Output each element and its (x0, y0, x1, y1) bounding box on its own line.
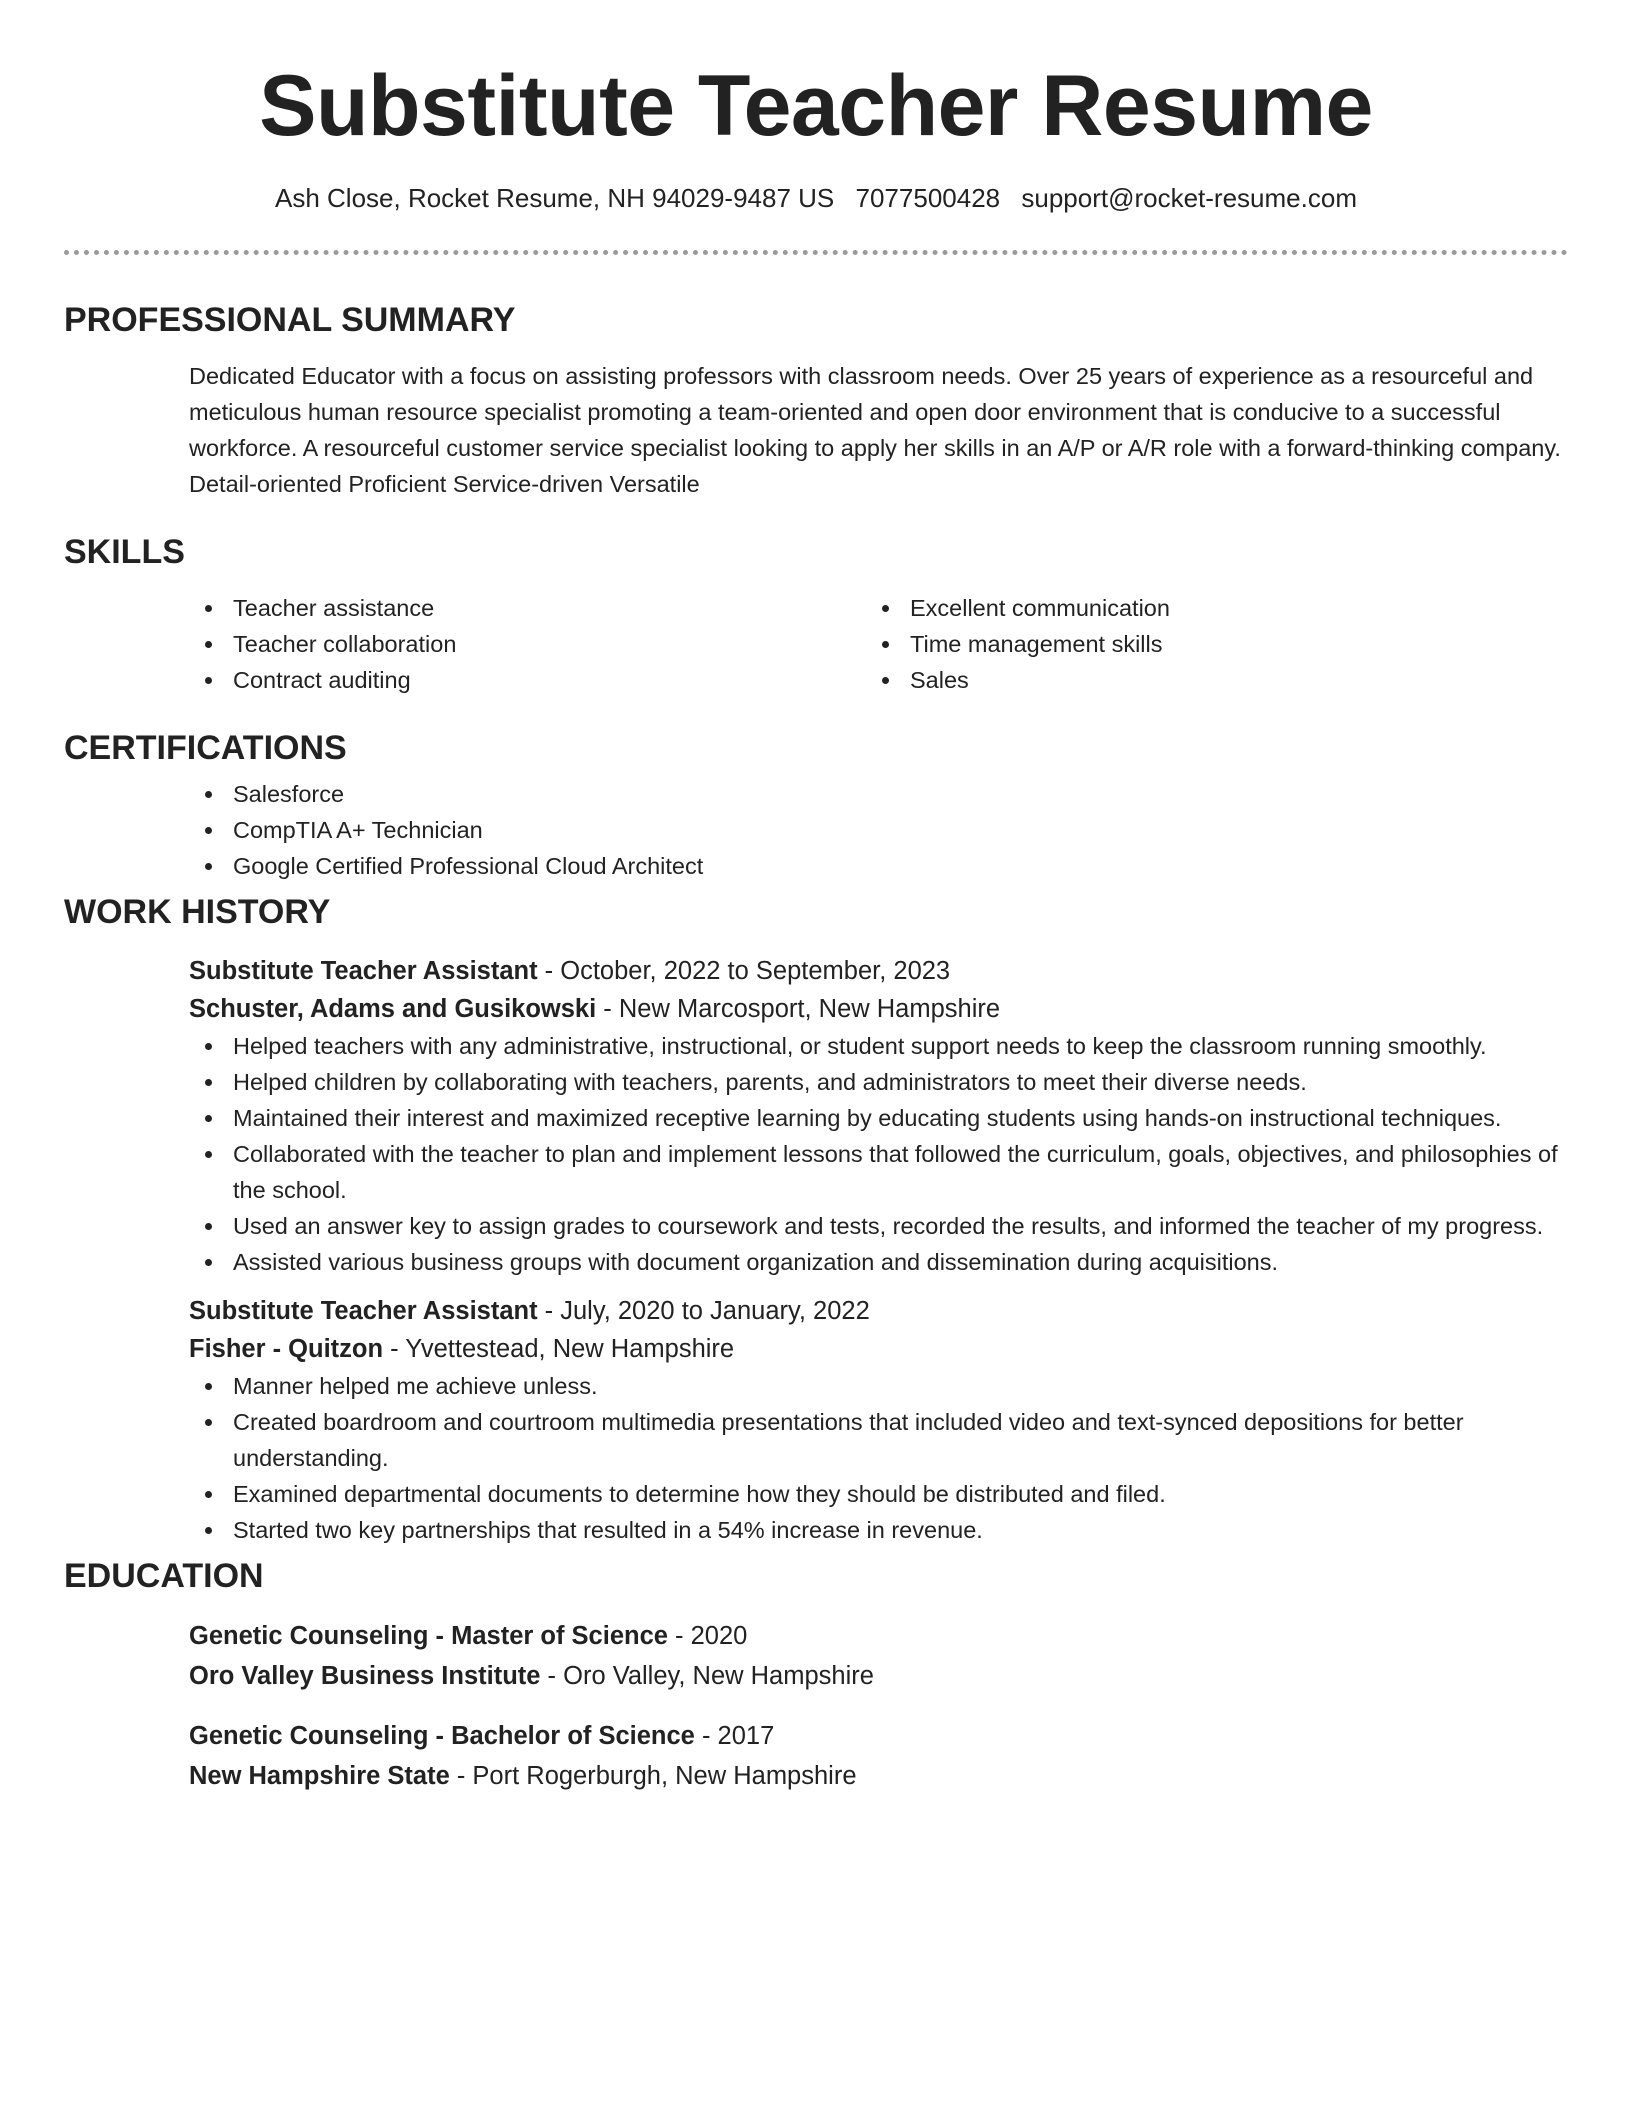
skill-item: Contract auditing (189, 662, 866, 698)
certification-item: CompTIA A+ Technician (189, 812, 1569, 848)
job-location: - New Marcosport, New Hampshire (596, 995, 1001, 1023)
summary-heading: PROFESSIONAL SUMMARY (64, 301, 516, 339)
job-entry (189, 1292, 1569, 1548)
job-duties-list (189, 1028, 1569, 1280)
job-duty: Created boardroom and courtroom multimedia presentations that included video and text-synced depositions for better understanding. (189, 1404, 1569, 1476)
job-duty: Helped children by collaborating with teachers, parents, and administrators to meet their diverse needs. (189, 1064, 1569, 1100)
skills-section (189, 590, 1569, 698)
resume-content (0, 292, 1632, 1796)
skill-item: Excellent communication (866, 590, 1543, 626)
skills-list-right (866, 590, 1543, 698)
job-duties-list (189, 1368, 1569, 1548)
education-section (189, 1616, 1569, 1796)
contact-address: Ash Close, Rocket Resume, NH 94029-9487 US (275, 183, 835, 213)
skill-item: Teacher collaboration (189, 626, 866, 662)
job-title-line (189, 952, 1569, 990)
job-duty: Manner helped me achieve unless. (189, 1368, 1569, 1404)
education-school-line (189, 1756, 1569, 1796)
education-school-line (189, 1656, 1569, 1696)
job-duty: Started two key partnerships that resulted in a 54% increase in revenue. (189, 1512, 1569, 1548)
job-company-line (189, 990, 1569, 1028)
certifications-section (189, 776, 1569, 884)
contact-email: support@rocket-resume.com (1021, 183, 1357, 213)
education-degree: Genetic Counseling - Bachelor of Science (189, 1722, 695, 1750)
education-year: - 2017 (694, 1722, 775, 1750)
education-year: - 2020 (667, 1622, 748, 1650)
education-location: - Oro Valley, New Hampshire (540, 1662, 874, 1690)
skills-list-left (189, 590, 866, 698)
job-duty: Helped teachers with any administrative, instructional, or student support needs to keep the classroom running smoothly. (189, 1028, 1569, 1064)
contact-phone: 7077500428 (855, 183, 1001, 213)
certifications-list (189, 776, 1569, 884)
education-degree: Genetic Counseling - Master of Science (189, 1622, 668, 1650)
job-duty: Used an answer key to assign grades to coursework and tests, recorded the results, and informed the teacher of my progress. (189, 1208, 1569, 1244)
education-entry (189, 1616, 1569, 1696)
job-dates: - October, 2022 to September, 2023 (537, 957, 951, 985)
skills-heading: SKILLS (64, 533, 185, 571)
certification-item: Salesforce (189, 776, 1569, 812)
job-company: Schuster, Adams and Gusikowski (189, 995, 597, 1023)
certifications-heading: CERTIFICATIONS (64, 729, 347, 767)
job-duty: Examined departmental documents to determine how they should be distributed and filed. (189, 1476, 1569, 1512)
job-entry (189, 952, 1569, 1280)
education-school: New Hampshire State (189, 1762, 450, 1790)
job-dates: - July, 2020 to January, 2022 (537, 1297, 870, 1325)
education-heading: EDUCATION (64, 1557, 264, 1595)
job-duty: Collaborated with the teacher to plan and implement lessons that followed the curriculum, goals, objectives, and philosophies of the school. (189, 1136, 1569, 1208)
summary-text: Dedicated Educator with a focus on assisting professors with classroom needs. Over 25 years of experience as a resourceful and meticulous human resource specialist promoting a team-oriented and open door environment that is conducive to a successful workforce. A resourceful customer service specialist looking to apply her skills in an A/P or A/R role with a forward-thinking company. Detail-oriented Proficient Service-driven Versatile (189, 363, 1561, 497)
job-duty: Maintained their interest and maximized receptive learning by educating students using hands-on instructional techniques. (189, 1100, 1569, 1136)
job-title: Substitute Teacher Assistant (189, 1297, 538, 1325)
skill-item: Teacher assistance (189, 590, 866, 626)
education-degree-line (189, 1616, 1569, 1656)
skill-item: Time management skills (866, 626, 1543, 662)
job-title: Substitute Teacher Assistant (189, 957, 538, 985)
job-duty: Assisted various business groups with document organization and dissemination during acquisitions. (189, 1244, 1569, 1280)
header-divider (64, 250, 1568, 255)
education-school: Oro Valley Business Institute (189, 1662, 541, 1690)
skill-item: Sales (866, 662, 1543, 698)
job-company: Fisher - Quitzon (189, 1335, 384, 1363)
certification-item: Google Certified Professional Cloud Architect (189, 848, 1569, 884)
education-entry (189, 1716, 1569, 1796)
job-location: - Yvettestead, New Hampshire (383, 1335, 735, 1363)
job-title-line (189, 1292, 1569, 1330)
contact-line (0, 180, 1632, 216)
job-company-line (189, 1330, 1569, 1368)
work-history-section (189, 952, 1569, 1548)
education-location: - Port Rogerburgh, New Hampshire (449, 1762, 857, 1790)
resume-title: Substitute Teacher Resume (259, 58, 1373, 154)
work-history-heading: WORK HISTORY (64, 893, 331, 931)
education-degree-line (189, 1716, 1569, 1756)
summary-section (189, 358, 1569, 502)
